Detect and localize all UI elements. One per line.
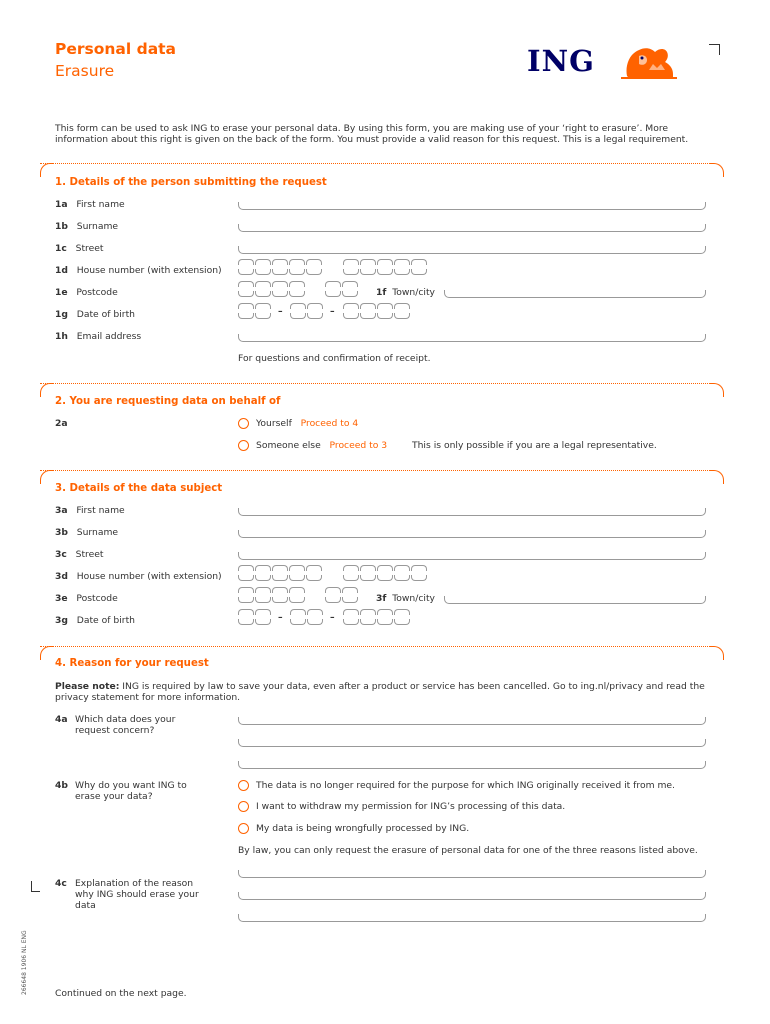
intro-text: This form can be used to ask ING to erase your personal data. By using this form, you are making use of your ‘right to erasure’. More information about this right is given on the back of the form. You must provide a valid reason for this request. This is a legal requirement.	[55, 123, 689, 145]
subject-surname-field[interactable]	[238, 530, 706, 538]
explanation-field-line-2[interactable]	[238, 892, 706, 900]
field-label-4a: 4a	[55, 714, 68, 725]
date-separator: –	[330, 306, 335, 317]
page-title: Personal data	[55, 40, 177, 58]
corner-mark	[31, 881, 40, 892]
section-4-title: 4. Reason for your request	[55, 658, 209, 669]
section-corner	[40, 383, 54, 397]
subject-house-number-field[interactable]	[238, 565, 322, 581]
section-corner	[710, 646, 724, 660]
town-city-field[interactable]	[444, 290, 706, 298]
subject-birth-day-field[interactable]	[238, 609, 271, 625]
house-number-extension-field[interactable]	[343, 259, 427, 275]
reason-1-label: The data is no longer required for the purpose for which ING originally received it from me.	[256, 780, 675, 791]
field-label-1b: 1b Surname	[55, 221, 119, 232]
reason-3-label: My data is being wrongfully processed by ING.	[256, 823, 470, 834]
question-4c: Explanation of the reason why ING should erase your data	[75, 878, 199, 911]
question-4b: Why do you want ING to erase your data?	[75, 780, 187, 802]
date-separator: –	[278, 612, 283, 623]
email-field[interactable]	[238, 334, 706, 342]
lion-icon	[619, 42, 679, 80]
section-divider	[40, 383, 710, 384]
surname-field[interactable]	[238, 224, 706, 232]
data-concern-field-line-1[interactable]	[238, 717, 706, 725]
explanation-field-line-1[interactable]	[238, 870, 706, 878]
ing-logo	[527, 42, 679, 84]
reason-2-radio[interactable]	[238, 801, 249, 812]
field-label-3g: 3g Date of birth	[55, 615, 135, 626]
section-2-title: 2. You are requesting data on behalf of	[55, 396, 281, 407]
field-label-1e: 1e Postcode	[55, 287, 118, 298]
field-label-3a: 3a First name	[55, 505, 125, 516]
street-field[interactable]	[238, 246, 706, 254]
subject-street-field[interactable]	[238, 552, 706, 560]
subject-house-number-extension-field[interactable]	[343, 565, 427, 581]
continued-note: Continued on the next page.	[55, 988, 187, 999]
someone-else-option: Someone else Proceed to 3	[256, 440, 388, 451]
field-label-1h: 1h Email address	[55, 331, 142, 342]
field-label-1a: 1a First name	[55, 199, 125, 210]
reason-2-label: I want to withdraw my permission for ING’s processing of this data.	[256, 801, 566, 812]
email-note: For questions and confirmation of receipt.	[238, 353, 431, 364]
field-label-1g: 1g Date of birth	[55, 309, 135, 320]
section-3-title: 3. Details of the data subject	[55, 483, 223, 494]
someone-else-radio[interactable]	[238, 440, 249, 451]
field-label-4b: 4b	[55, 780, 68, 791]
birth-month-field[interactable]	[290, 303, 323, 319]
field-label-3b: 3b Surname	[55, 527, 119, 538]
subject-birth-month-field[interactable]	[290, 609, 323, 625]
field-label-1f: 1f Town/city	[376, 287, 435, 298]
reason-1-radio[interactable]	[238, 780, 249, 791]
form-code: 266648 1906 NL ENG	[21, 930, 28, 995]
field-label-3f: 3f Town/city	[376, 593, 435, 604]
field-label-1c: 1c Street	[55, 243, 104, 254]
subject-first-name-field[interactable]	[238, 508, 706, 516]
birth-day-field[interactable]	[238, 303, 271, 319]
section-corner	[710, 163, 724, 177]
yourself-option: Yourself Proceed to 4	[256, 418, 359, 429]
field-label-1d: 1d House number (with extension)	[55, 265, 222, 276]
subject-postcode-digits-field[interactable]	[238, 587, 305, 603]
section-divider	[40, 163, 710, 164]
subject-birth-year-field[interactable]	[343, 609, 410, 625]
section-1-title: 1. Details of the person submitting the request	[55, 177, 327, 188]
subject-town-city-field[interactable]	[444, 596, 706, 604]
postcode-letters-field[interactable]	[325, 281, 358, 297]
section-corner	[710, 470, 724, 484]
date-separator: –	[330, 612, 335, 623]
field-label-4c: 4c	[55, 878, 67, 889]
law-note: By law, you can only request the erasure of personal data for one of the three reasons listed above.	[238, 845, 698, 856]
field-label-3e: 3e Postcode	[55, 593, 118, 604]
section-corner	[40, 646, 54, 660]
reason-3-radio[interactable]	[238, 823, 249, 834]
date-separator: –	[278, 306, 283, 317]
first-name-field[interactable]	[238, 202, 706, 210]
data-concern-field-line-3[interactable]	[238, 761, 706, 769]
page-subtitle: Erasure	[55, 62, 115, 80]
logo-text: ING	[527, 44, 595, 78]
field-label-3c: 3c Street	[55, 549, 104, 560]
legal-note: Please note: ING is required by law to save your data, even after a product or service has been cancelled. Go to ing.nl/privacy and read the privacy statement for more information.	[55, 681, 705, 703]
section-divider	[40, 646, 710, 647]
data-concern-field-line-2[interactable]	[238, 739, 706, 747]
section-corner	[40, 470, 54, 484]
yourself-radio[interactable]	[238, 418, 249, 429]
birth-year-field[interactable]	[343, 303, 410, 319]
postcode-digits-field[interactable]	[238, 281, 305, 297]
question-4a: Which data does your request concern?	[75, 714, 176, 736]
house-number-field[interactable]	[238, 259, 322, 275]
field-label-3d: 3d House number (with extension)	[55, 571, 222, 582]
explanation-field-line-3[interactable]	[238, 914, 706, 922]
corner-mark	[709, 44, 720, 55]
section-divider	[40, 470, 710, 471]
section-corner	[710, 383, 724, 397]
field-label-2a: 2a	[55, 418, 68, 429]
section-corner	[40, 163, 54, 177]
subject-postcode-letters-field[interactable]	[325, 587, 358, 603]
legal-representative-note: This is only possible if you are a legal representative.	[412, 440, 657, 451]
